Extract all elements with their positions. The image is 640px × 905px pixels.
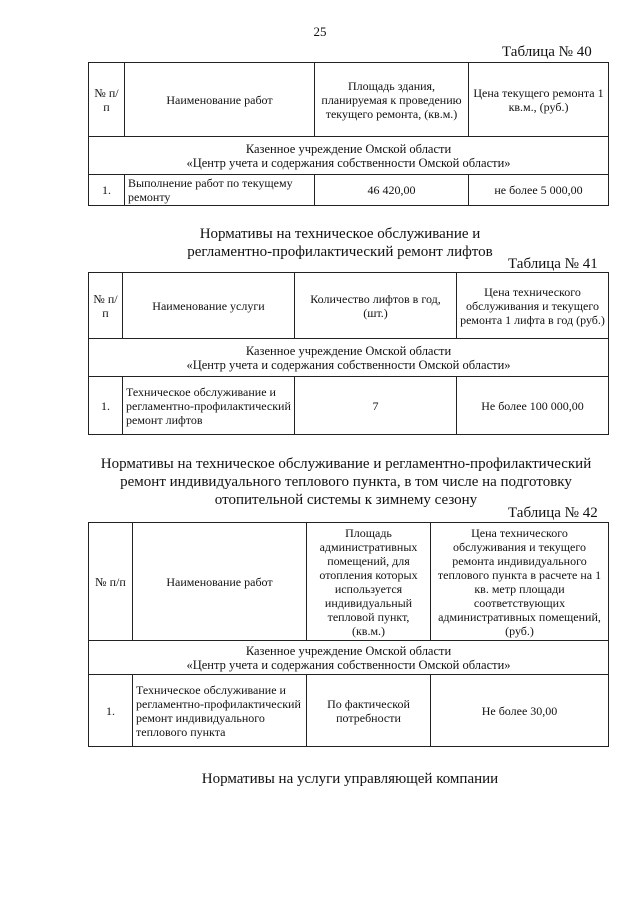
row-price: Не более 30,00 [431,675,609,747]
table-40-label: Таблица № 40 [502,44,592,60]
col-price-header: Цена технического обслуживания и текущего ремонта индивидуального теплового пункта в расчете на 1 кв. метр площади соответствующих административных помещений, (руб.) [431,523,609,641]
row-work-name: Техническое обслуживание и регламентно-профилактический ремонт индивидуального теплового пункта [133,675,307,747]
heading-management-company: Нормативы на услуги управляющей компании [201,771,499,787]
col-price-header: Цена технического обслуживания и текущего ремонта 1 лифта в год (руб.) [457,273,609,339]
row-number: 1. [89,377,123,435]
col-number-header: № п/п [89,523,133,641]
row-service-name: Техническое обслуживание и регламентно-профилактический ремонт лифтов [123,377,295,435]
col-number-header: № п/п [89,273,123,339]
org-row [89,339,609,377]
col-service-header: Наименование услуги [123,273,295,339]
page-number: 25 [313,24,327,39]
col-name-header: Наименование работ [125,63,315,137]
org-line-2: «Центр учета и содержания собственности Омской области» [186,357,511,372]
row-area: 46 420,00 [315,175,469,206]
table-42 [88,522,609,747]
org-row [89,137,609,175]
org-line-1: Казенное учреждение Омской области [245,643,452,658]
row-price: Не более 100 000,00 [457,377,609,435]
table-41-label: Таблица № 41 [508,256,598,272]
org-line-2: «Центр учета и содержания собственности Омской области» [186,155,511,170]
row-area: По фактической потребности [307,675,431,747]
col-number-header: № п/п [89,63,125,137]
row-number: 1. [89,175,125,206]
table-40 [88,62,609,206]
col-name-header: Наименование работ [133,523,307,641]
col-price-header: Цена текущего ремонта 1 кв.м., (руб.) [469,63,609,137]
table-42-label: Таблица № 42 [508,505,598,521]
org-line-2: «Центр учета и содержания собственности Омской области» [186,657,511,672]
heading-heat-point: Нормативы на техническое обслуживание и регламентно-профилактический ремонт индивидуального теплового пункта, в том числе на подготовку отопительной системы к зимнему сезону [100,456,592,508]
row-number: 1. [89,675,133,747]
org-row [89,641,609,675]
org-line-1: Казенное учреждение Омской области [245,141,452,156]
row-work-name: Выполнение работ по текущему ремонту [125,175,315,206]
heading-lifts: Нормативы на техническое обслуживание и регламентно-профилактический ремонт лифтов [187,226,493,260]
row-price: не более 5 000,00 [469,175,609,206]
col-area-header: Площадь здания, планируемая к проведению текущего ремонта, (кв.м.) [315,63,469,137]
row-lifts-count: 7 [295,377,457,435]
table-41 [88,272,609,435]
org-line-1: Казенное учреждение Омской области [245,343,452,358]
col-area-header: Площадь административных помещений, для отопления которых используется индивидуальный тепловой пункт, (кв.м.) [307,523,431,641]
col-lifts-count-header: Количество лифтов в год, (шт.) [295,273,457,339]
